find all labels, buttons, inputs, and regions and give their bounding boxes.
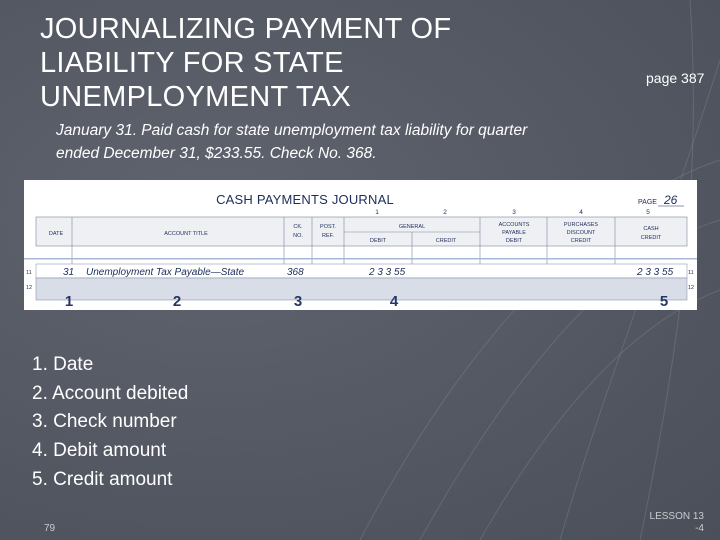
svg-text:CREDIT: CREDIT bbox=[570, 238, 592, 244]
entry-date: 31 bbox=[63, 267, 75, 278]
lesson-line-1: LESSON 13 bbox=[649, 511, 704, 522]
title-line-1: JOURNALIZING PAYMENT OF bbox=[40, 13, 452, 45]
svg-text:ACCOUNTS: ACCOUNTS bbox=[498, 222, 530, 228]
lesson-label bbox=[632, 511, 704, 535]
svg-text:DEBIT: DEBIT bbox=[505, 238, 523, 244]
legend-item: 2. Account debited bbox=[32, 382, 189, 404]
slide-number: 79 bbox=[44, 523, 56, 534]
callout-2: 2 bbox=[172, 293, 182, 310]
narrative-line-2: ended December 31, $233.55. Check No. 368. bbox=[56, 145, 377, 162]
column-number-4: 4 bbox=[579, 209, 583, 216]
entry-account: Unemployment Tax Payable—State bbox=[86, 267, 245, 278]
svg-text:12: 12 bbox=[688, 285, 695, 291]
callout-5: 5 bbox=[659, 293, 669, 310]
svg-text:CK.: CK. bbox=[293, 224, 303, 230]
svg-text:CREDIT: CREDIT bbox=[435, 238, 457, 244]
column-number-3: 3 bbox=[512, 209, 516, 216]
svg-text:CASH: CASH bbox=[643, 226, 659, 232]
entry-cash-credit: 2 3 3 55 bbox=[637, 267, 674, 278]
title-line-2: LIABILITY FOR STATE bbox=[40, 47, 344, 79]
legend-item: 5. Credit amount bbox=[32, 468, 173, 490]
callout-4: 4 bbox=[389, 293, 399, 310]
column-number-1: 1 bbox=[375, 209, 379, 216]
svg-text:POST.: POST. bbox=[320, 224, 336, 230]
title-line-3: UNEMPLOYMENT TAX bbox=[40, 81, 351, 113]
cash-payments-journal bbox=[24, 180, 697, 310]
journal-page-label: PAGE bbox=[638, 199, 657, 206]
legend-item: 1. Date bbox=[32, 354, 94, 375]
row-number-12: 12 bbox=[26, 285, 33, 291]
header-account-title: ACCOUNT TITLE bbox=[164, 231, 208, 237]
svg-text:PURCHASES: PURCHASES bbox=[563, 222, 599, 228]
row-number-11: 11 bbox=[26, 270, 32, 276]
entry-debit-amount: 2 3 3 55 bbox=[369, 267, 406, 278]
svg-text:11: 11 bbox=[688, 270, 694, 276]
journal-page-number: 26 bbox=[664, 193, 678, 207]
callout-1: 1 bbox=[64, 293, 74, 310]
svg-text:DEBIT: DEBIT bbox=[369, 238, 387, 244]
transaction-narrative bbox=[56, 119, 656, 165]
header-date: DATE bbox=[48, 231, 64, 237]
column-number-2: 2 bbox=[443, 209, 447, 216]
svg-text:REF.: REF. bbox=[322, 233, 334, 239]
narrative-line-1: January 31. Paid cash for state unemployment tax liability for quarter bbox=[56, 122, 528, 139]
legend-item: 4. Debit amount bbox=[32, 440, 167, 462]
legend-item: 3. Check number bbox=[32, 411, 177, 433]
legend-list bbox=[32, 351, 188, 495]
svg-text:CREDIT: CREDIT bbox=[640, 235, 662, 241]
header-general: GENERAL bbox=[398, 224, 426, 230]
page-reference: page 387 bbox=[646, 70, 705, 86]
journal-title: CASH PAYMENTS JOURNAL bbox=[216, 192, 394, 207]
column-number-5: 5 bbox=[646, 209, 650, 216]
callout-3: 3 bbox=[293, 293, 303, 310]
slide-title bbox=[40, 12, 560, 114]
svg-text:NO.: NO. bbox=[293, 233, 303, 239]
entry-check-number: 368 bbox=[287, 267, 304, 278]
svg-text:DISCOUNT: DISCOUNT bbox=[566, 230, 596, 236]
svg-text:PAYABLE: PAYABLE bbox=[502, 230, 526, 236]
lesson-line-2: -4 bbox=[695, 523, 704, 534]
